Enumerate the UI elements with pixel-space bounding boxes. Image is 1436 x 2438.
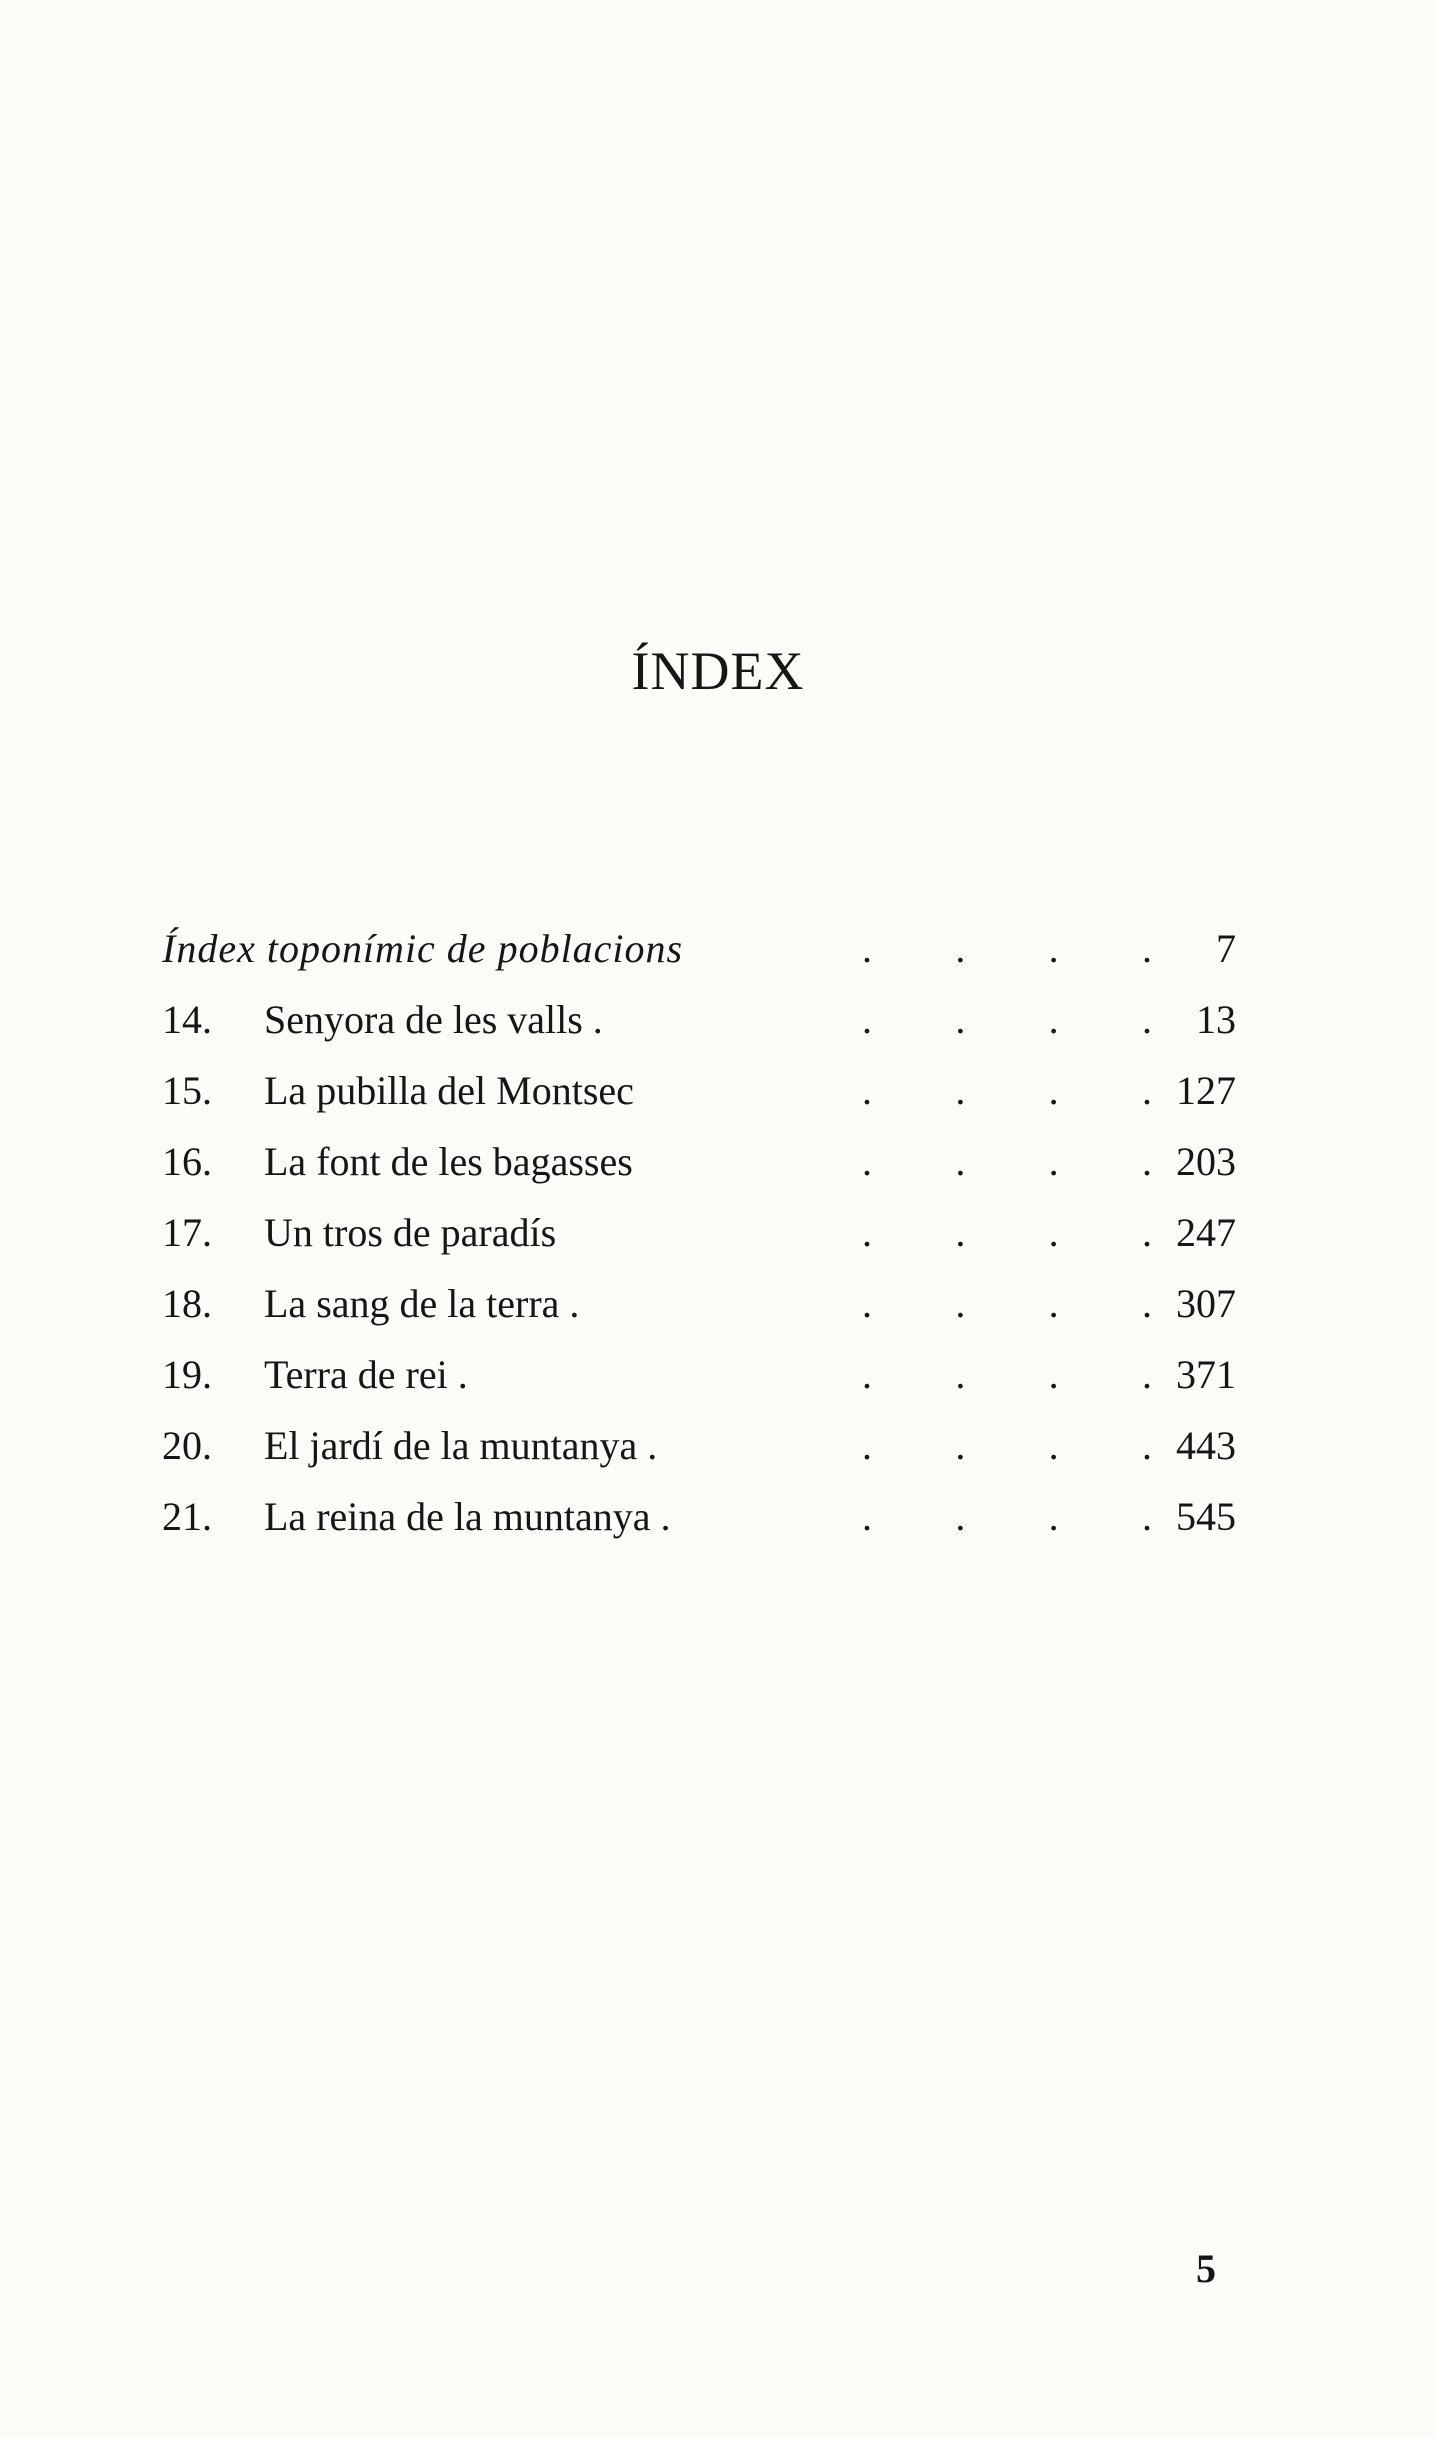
toc-entry-label: La font de les bagasses xyxy=(264,1139,633,1184)
table-of-contents xyxy=(162,920,1236,1559)
toc-leader-dots: . . . . xyxy=(862,997,1152,1042)
toc-entry-label: La pubilla del Montsec xyxy=(264,1068,634,1113)
toc-leader-dots: . . . . xyxy=(862,926,1152,971)
toc-entry-label: La sang de la terra . xyxy=(264,1281,580,1326)
toc-entry xyxy=(162,920,1236,991)
toc-entry-label: Terra de rei . xyxy=(264,1352,468,1397)
toc-leader-dots: . . . . xyxy=(862,1281,1152,1326)
toc-entry-page: 443 xyxy=(1176,1423,1236,1468)
toc-entry xyxy=(162,1275,1236,1346)
toc-entry-label: Índex toponímic de poblacions xyxy=(162,926,684,971)
toc-entry-number: 16. xyxy=(162,1139,212,1184)
toc-entry xyxy=(162,1133,1236,1204)
toc-entry xyxy=(162,1417,1236,1488)
toc-entry-number: 17. xyxy=(162,1210,212,1255)
toc-entry xyxy=(162,991,1236,1062)
toc-entry-page: 127 xyxy=(1176,1068,1236,1113)
toc-entry-label: La reina de la muntanya . xyxy=(264,1494,671,1539)
toc-entry-label: Un tros de paradís xyxy=(264,1210,557,1255)
toc-entry-number: 21. xyxy=(162,1494,212,1539)
toc-entry-number: 18. xyxy=(162,1281,212,1326)
toc-leader-dots: . . . . xyxy=(862,1139,1152,1184)
toc-entry-label: El jardí de la muntanya . xyxy=(264,1423,658,1468)
toc-leader-dots: . . . . xyxy=(862,1068,1152,1113)
toc-entry-page: 307 xyxy=(1176,1281,1236,1326)
toc-leader-dots: . . . . xyxy=(862,1423,1152,1468)
toc-entry xyxy=(162,1204,1236,1275)
toc-entry-number: 19. xyxy=(162,1352,212,1397)
toc-entry xyxy=(162,1346,1236,1417)
toc-entry-page: 203 xyxy=(1176,1139,1236,1184)
toc-entry-number: 15. xyxy=(162,1068,212,1113)
toc-leader-dots: . . . . xyxy=(862,1494,1152,1539)
toc-entry-page: 371 xyxy=(1176,1352,1236,1397)
toc-entry-page: 7 xyxy=(1216,926,1236,971)
toc-leader-dots: . . . . xyxy=(862,1210,1152,1255)
toc-entry xyxy=(162,1488,1236,1559)
toc-entry xyxy=(162,1062,1236,1133)
page-title: ÍNDEX xyxy=(631,641,805,701)
toc-entry-page: 13 xyxy=(1196,997,1236,1042)
toc-entry-number: 20. xyxy=(162,1423,212,1468)
page-number: 5 xyxy=(1196,2246,1216,2291)
toc-leader-dots: . . . . xyxy=(862,1352,1152,1397)
toc-entry-number: 14. xyxy=(162,997,212,1042)
toc-entry-label: Senyora de les valls . xyxy=(264,997,603,1042)
toc-entry-page: 545 xyxy=(1176,1494,1236,1539)
toc-entry-page: 247 xyxy=(1176,1210,1236,1255)
